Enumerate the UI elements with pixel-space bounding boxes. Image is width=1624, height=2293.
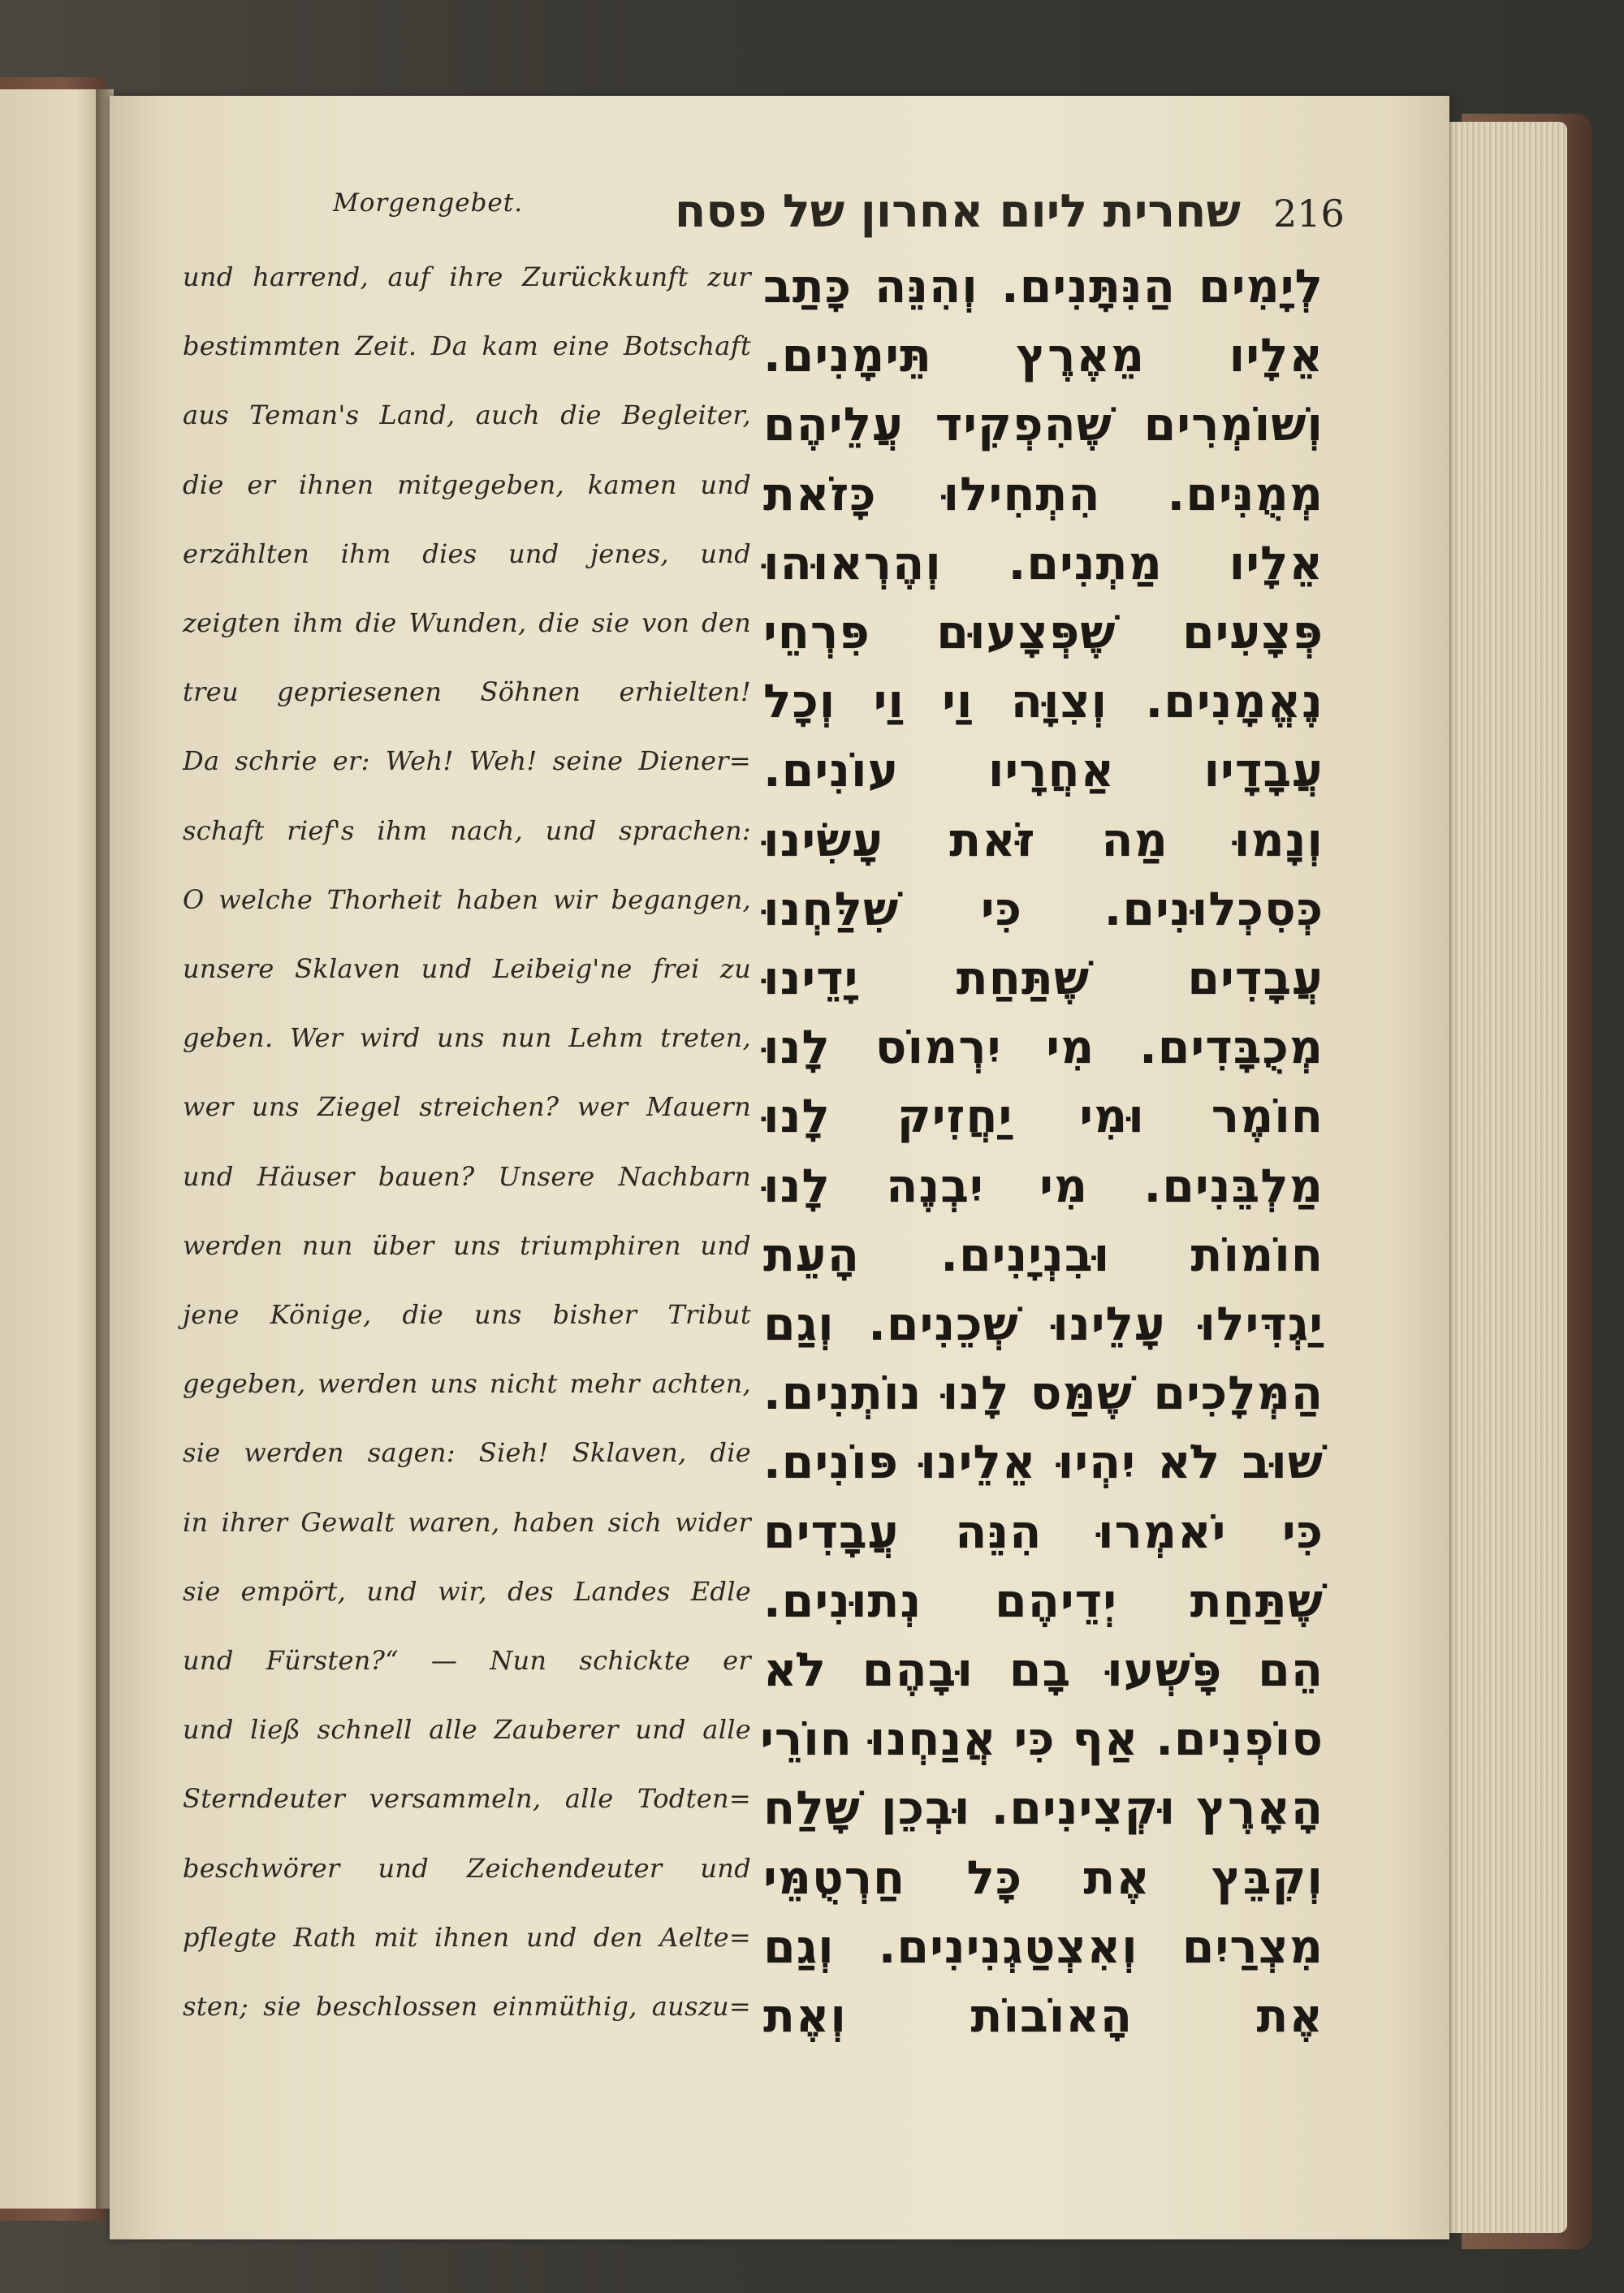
hebrew-text-line: וְנָמוּ מַה זֹּאת עָשִׂינוּ xyxy=(763,813,1324,867)
hebrew-text-line: אֶת הָאוֹבוֹת וְאֶת xyxy=(763,1989,1324,2043)
hebrew-text-line: חוֹמוֹת וּבִנְיָנִים. הָעֵת xyxy=(763,1228,1324,1282)
hebrew-text-line: כְּסִכְלוּנִים. כִּי שִׁלַּחְנוּ xyxy=(763,882,1324,936)
german-text-line: bestimmten Zeit. Da kam eine Botschaft xyxy=(183,330,751,362)
hebrew-text-line: אֵלָיו מֵאֶרֶץ תֵּימָנִים. xyxy=(763,329,1324,383)
german-text-line: gegeben, werden uns nicht mehr achten, xyxy=(183,1368,751,1400)
german-text-line: treu gepriesenen Söhnen erhielten! xyxy=(183,676,751,708)
hebrew-text-line: סוֹפְנִים. אַף כִּי אֲנַחְנוּ חוֹרֵי xyxy=(760,1712,1324,1767)
german-text-line: sie werden sagen: Sieh! Sklaven, die xyxy=(183,1437,751,1469)
hebrew-text-line: מַלְבֵּנִים. מִי יִבְנֶה לָנוּ xyxy=(763,1159,1324,1213)
hebrew-text-line: הַמְּלָכִים שֶׁמַּס לָנוּ נוֹתְנִים. xyxy=(763,1367,1324,1421)
hebrew-text-line: חוֹמֶר וּמִי יַחֲזִיק לָנוּ xyxy=(763,1090,1324,1144)
hebrew-text-line: עֲבָדָיו אַחֲרָיו עוֹנִים. xyxy=(763,744,1324,798)
german-text-line: schaft rief's ihm nach, und sprachen: xyxy=(183,814,751,846)
hebrew-text-line: נֶאֱמָנִים. וְצִוָּה וַי וַי וְכָל xyxy=(763,675,1324,729)
hebrew-text-line: וְקִבֵּץ אֶת כָּל חַרְטֻמֵּי xyxy=(763,1850,1324,1905)
german-text-line: in ihrer Gewalt waren, haben sich wider xyxy=(183,1506,751,1538)
hebrew-text-line: הָאָרֶץ וּקְצִינִים. וּבְכֵן שָׁלַח xyxy=(763,1781,1324,1836)
hebrew-text-line: שׁוּב לֹא יִהְיוּ אֵלֵינוּ פּוֹנִים. xyxy=(763,1436,1324,1490)
hebrew-text-line: לְיָמִים הַנִּתָּנִים. וְהִנֵּה כָּתַב xyxy=(763,260,1324,313)
running-header-german: Morgengebet. xyxy=(333,188,524,218)
german-text-line: sten; sie beschlossen einmüthig, auszu= xyxy=(183,1991,751,2022)
facing-page-strip xyxy=(0,89,96,2209)
german-text-line: die er ihnen mitgegeben, kamen und xyxy=(183,469,751,500)
german-text-line: O welche Thorheit haben wir begangen, xyxy=(183,883,751,915)
hebrew-text-line: וְשׁוֹמְרִים שֶׁהִפְקִיד עֲלֵיהֶם xyxy=(763,398,1324,452)
german-text-line: Da schrie er: Weh! Weh! seine Diener= xyxy=(183,745,751,777)
german-text-line: und Fürsten?“ — Nun schickte er xyxy=(183,1645,751,1676)
german-text-line: erzählten ihm dies und jenes, und xyxy=(183,538,751,569)
german-text-line: jene Könige, die uns bisher Tribut xyxy=(183,1299,751,1330)
german-text-line: werden nun über uns triumphiren und xyxy=(183,1229,751,1261)
german-text-line: und harrend, auf ihre Zurückkunft zur xyxy=(183,261,751,292)
hebrew-text-line: שֶׁתַּחַת יְדֵיהֶם נְתוּנִים. xyxy=(763,1574,1324,1628)
hebrew-text-line: מִצְרַיִם וְאִצְטַגְנִינִים. וְגַם xyxy=(763,1919,1324,1974)
hebrew-text-line: מְמֻנִּים. הִתְחִילוּ כָּזֹאת xyxy=(763,467,1324,521)
german-text-line: sie empört, und wir, des Landes Edle xyxy=(183,1575,751,1607)
german-text-line: pflegte Rath mit ihnen und den Aelte= xyxy=(183,1921,751,1953)
running-header-hebrew: שחרית ליום אחרון של פסח xyxy=(674,185,1241,238)
german-text-line: geben. Wer wird uns nun Lehm treten, xyxy=(183,1022,751,1054)
german-text-line: beschwörer und Zeichendeuter und xyxy=(183,1852,751,1884)
german-text-line: zeigten ihm die Wunden, die sie von den xyxy=(183,607,751,638)
german-text-line: und ließ schnell alle Zauberer und alle xyxy=(183,1714,751,1746)
page-number: 216 xyxy=(1273,192,1345,235)
german-text-line: und Häuser bauen? Unsere Nachbarn xyxy=(183,1160,751,1192)
hebrew-text-line: יַגְדִּילוּ עָלֵינוּ שְׁכֵנִים. וְגַם xyxy=(763,1298,1324,1351)
hebrew-text-line: פְּצָעִים שֶׁפְּצָעוּם פִּרְחֵי xyxy=(763,606,1324,659)
german-text-line: aus Teman's Land, auch die Begleiter, xyxy=(183,399,751,431)
hebrew-text-line: אֵלָיו מַתְנִים. וְהֶרְאוּהוּ xyxy=(763,536,1324,590)
page-edges xyxy=(1429,122,1567,2233)
german-text-line: Sterndeuter versammeln, alle Todten= xyxy=(183,1783,751,1815)
hebrew-text-line: עֲבָדִים שֶׁתַּחַת יָדֵינוּ xyxy=(763,952,1324,1005)
hebrew-text-line: כִּי יֹאמְרוּ הִנֵּה עֲבָדִים xyxy=(763,1505,1324,1559)
german-text-line: wer uns Ziegel streichen? wer Mauern xyxy=(183,1091,751,1123)
hebrew-text-line: מְכֻבָּדִים. מִי יִרְמוֹס לָנוּ xyxy=(763,1021,1324,1075)
hebrew-text-line: הֵם פָּשְׁעוּ בָם וּבָהֶם לֹא xyxy=(763,1643,1324,1697)
german-text-line: unsere Sklaven und Leibeig'ne frei zu xyxy=(183,953,751,984)
